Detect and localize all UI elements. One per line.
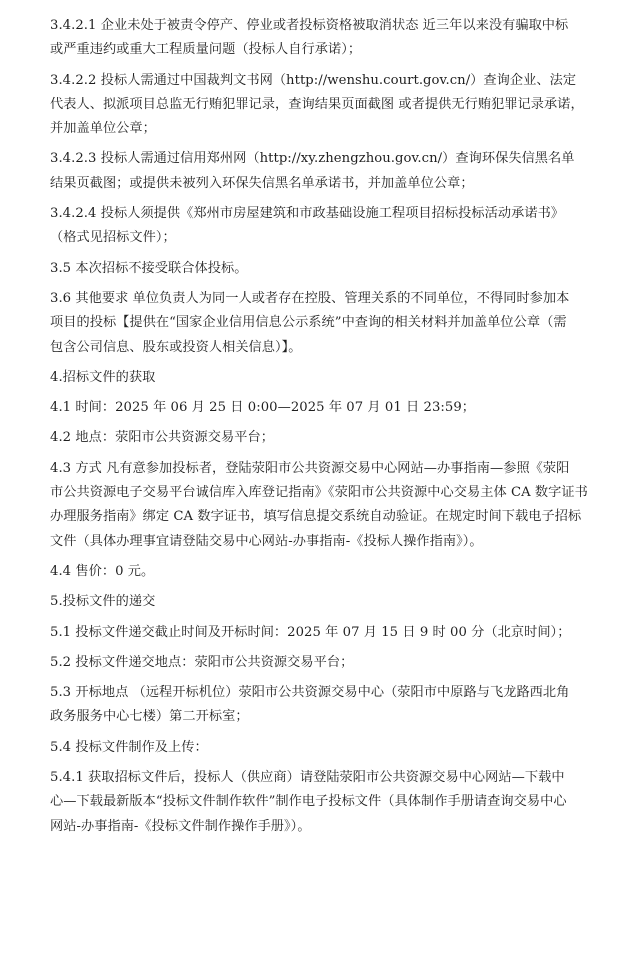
text-line: （格式见招标文件）；	[50, 230, 176, 246]
text-line: 心—下载最新版本“投标文件制作软件”制作电子投标文件（具体制作手册请查询交易中心	[50, 794, 567, 810]
clause-3-4-2-3	[50, 147, 604, 196]
clause-4-1	[50, 396, 604, 420]
text-line: 市公共资源电子交易平台诚信库入库登记指南》《荥阳市公共资源中心交易主体 CA 数字证书	[50, 485, 588, 501]
text-line: 3.5 本次招标不接受联合体投标。	[50, 260, 248, 276]
text-line: 3.4.2.3 投标人需通过信用郑州网（http://xy.zhengzhou.gov.cn/）查询环保失信黑名单	[50, 151, 575, 167]
text-line: 3.4.2.2 投标人需通过中国裁判文书网（http://wenshu.court.gov.cn/）查询企业、法定	[50, 72, 577, 88]
text-line: 办理服务指南》绑定 CA 数字证书，填写信息提交系统自动验证。在规定时间下载电子招标	[50, 509, 582, 525]
clause-3-6	[50, 287, 604, 360]
text-line: 并加盖单位公章；	[50, 121, 156, 137]
text-line: 结果页截图；或提供未被列入环保失信黑名单承诺书，并加盖单位公章；	[50, 175, 474, 191]
text-line: 代表人、拟派项目总监无行贿犯罪记录，查询结果页面截图 或者提供无行贿犯罪记录承诺，	[50, 96, 584, 112]
text-line: 4.4 售价：0 元。	[50, 563, 155, 579]
text-line: 5.3 开标地点 （远程开标机位）荥阳市公共资源交易中心（荥阳市中原路与飞龙路西北角	[50, 685, 570, 701]
text-line: 3.4.2.4 投标人须提供《郑州市房屋建筑和市政基础设施工程项目招标投标活动承诺书》	[50, 206, 565, 222]
text-line: 4.2 地点：荥阳市公共资源交易平台；	[50, 430, 274, 446]
clause-5-3	[50, 681, 604, 730]
text-line: 或严重违约或重大工程质量问题（投标人自行承诺）；	[50, 42, 362, 58]
clause-3-4-2-1	[50, 14, 604, 63]
text-line: 包含公司信息、股东或投资人相关信息）】。	[50, 339, 302, 355]
clause-3-4-2-2	[50, 69, 604, 142]
text-line: 5.4.1 获取招标文件后，投标人（供应商）请登陆荥阳市公共资源交易中心网站—下载中	[50, 770, 565, 786]
clause-4-2	[50, 426, 604, 450]
clause-5-1	[50, 621, 604, 645]
clause-5-4	[50, 736, 604, 760]
text-line: 5.2 投标文件递交地点：荥阳市公共资源交易平台；	[50, 654, 354, 670]
text-line: 网站-办事指南-《投标文件制作操作手册》）。	[50, 818, 311, 834]
clause-5-4-1	[50, 766, 604, 839]
text-line: 4.招标文件的获取	[50, 369, 156, 385]
text-line: 3.6 其他要求 单位负责人为同一人或者存在控股、管理关系的不同单位，不得同时参加本	[50, 290, 570, 306]
section-4-heading	[50, 366, 604, 390]
clause-5-2	[50, 651, 604, 675]
section-5-heading	[50, 590, 604, 614]
clause-3-5	[50, 257, 604, 281]
text-line: 文件（具体办理事宜请登陆交易中心网站-办事指南-《投标人操作指南》）。	[50, 533, 483, 549]
text-line: 5.投标文件的递交	[50, 594, 156, 610]
text-line: 3.4.2.1 企业未处于被责令停产、停业或者投标资格被取消状态 近三年以来没有骗取中标	[50, 18, 569, 33]
text-line: 项目的投标【提供在“国家企业信用信息公示系统”中查询的相关材料并加盖单位公章（需	[50, 315, 567, 331]
text-line: 5.1 投标文件递交截止时间及开标时间：2025 年 07 月 15 日 9 时 00 分（北京时间）；	[50, 624, 571, 640]
text-line: 4.1 时间：2025 年 06 月 25 日 0:00—2025 年 07 月 01 日 23:59；	[50, 400, 475, 416]
text-line: 4.3 方式 凡有意参加投标者，登陆荥阳市公共资源交易中心网站—办事指南—参照《荥阳	[50, 460, 570, 476]
text-line: 5.4 投标文件制作及上传：	[50, 739, 208, 755]
clause-4-3	[50, 457, 604, 554]
clause-4-4	[50, 560, 604, 584]
clause-3-4-2-4	[50, 202, 604, 251]
text-line: 政务服务中心七楼）第二开标室；	[50, 709, 249, 725]
